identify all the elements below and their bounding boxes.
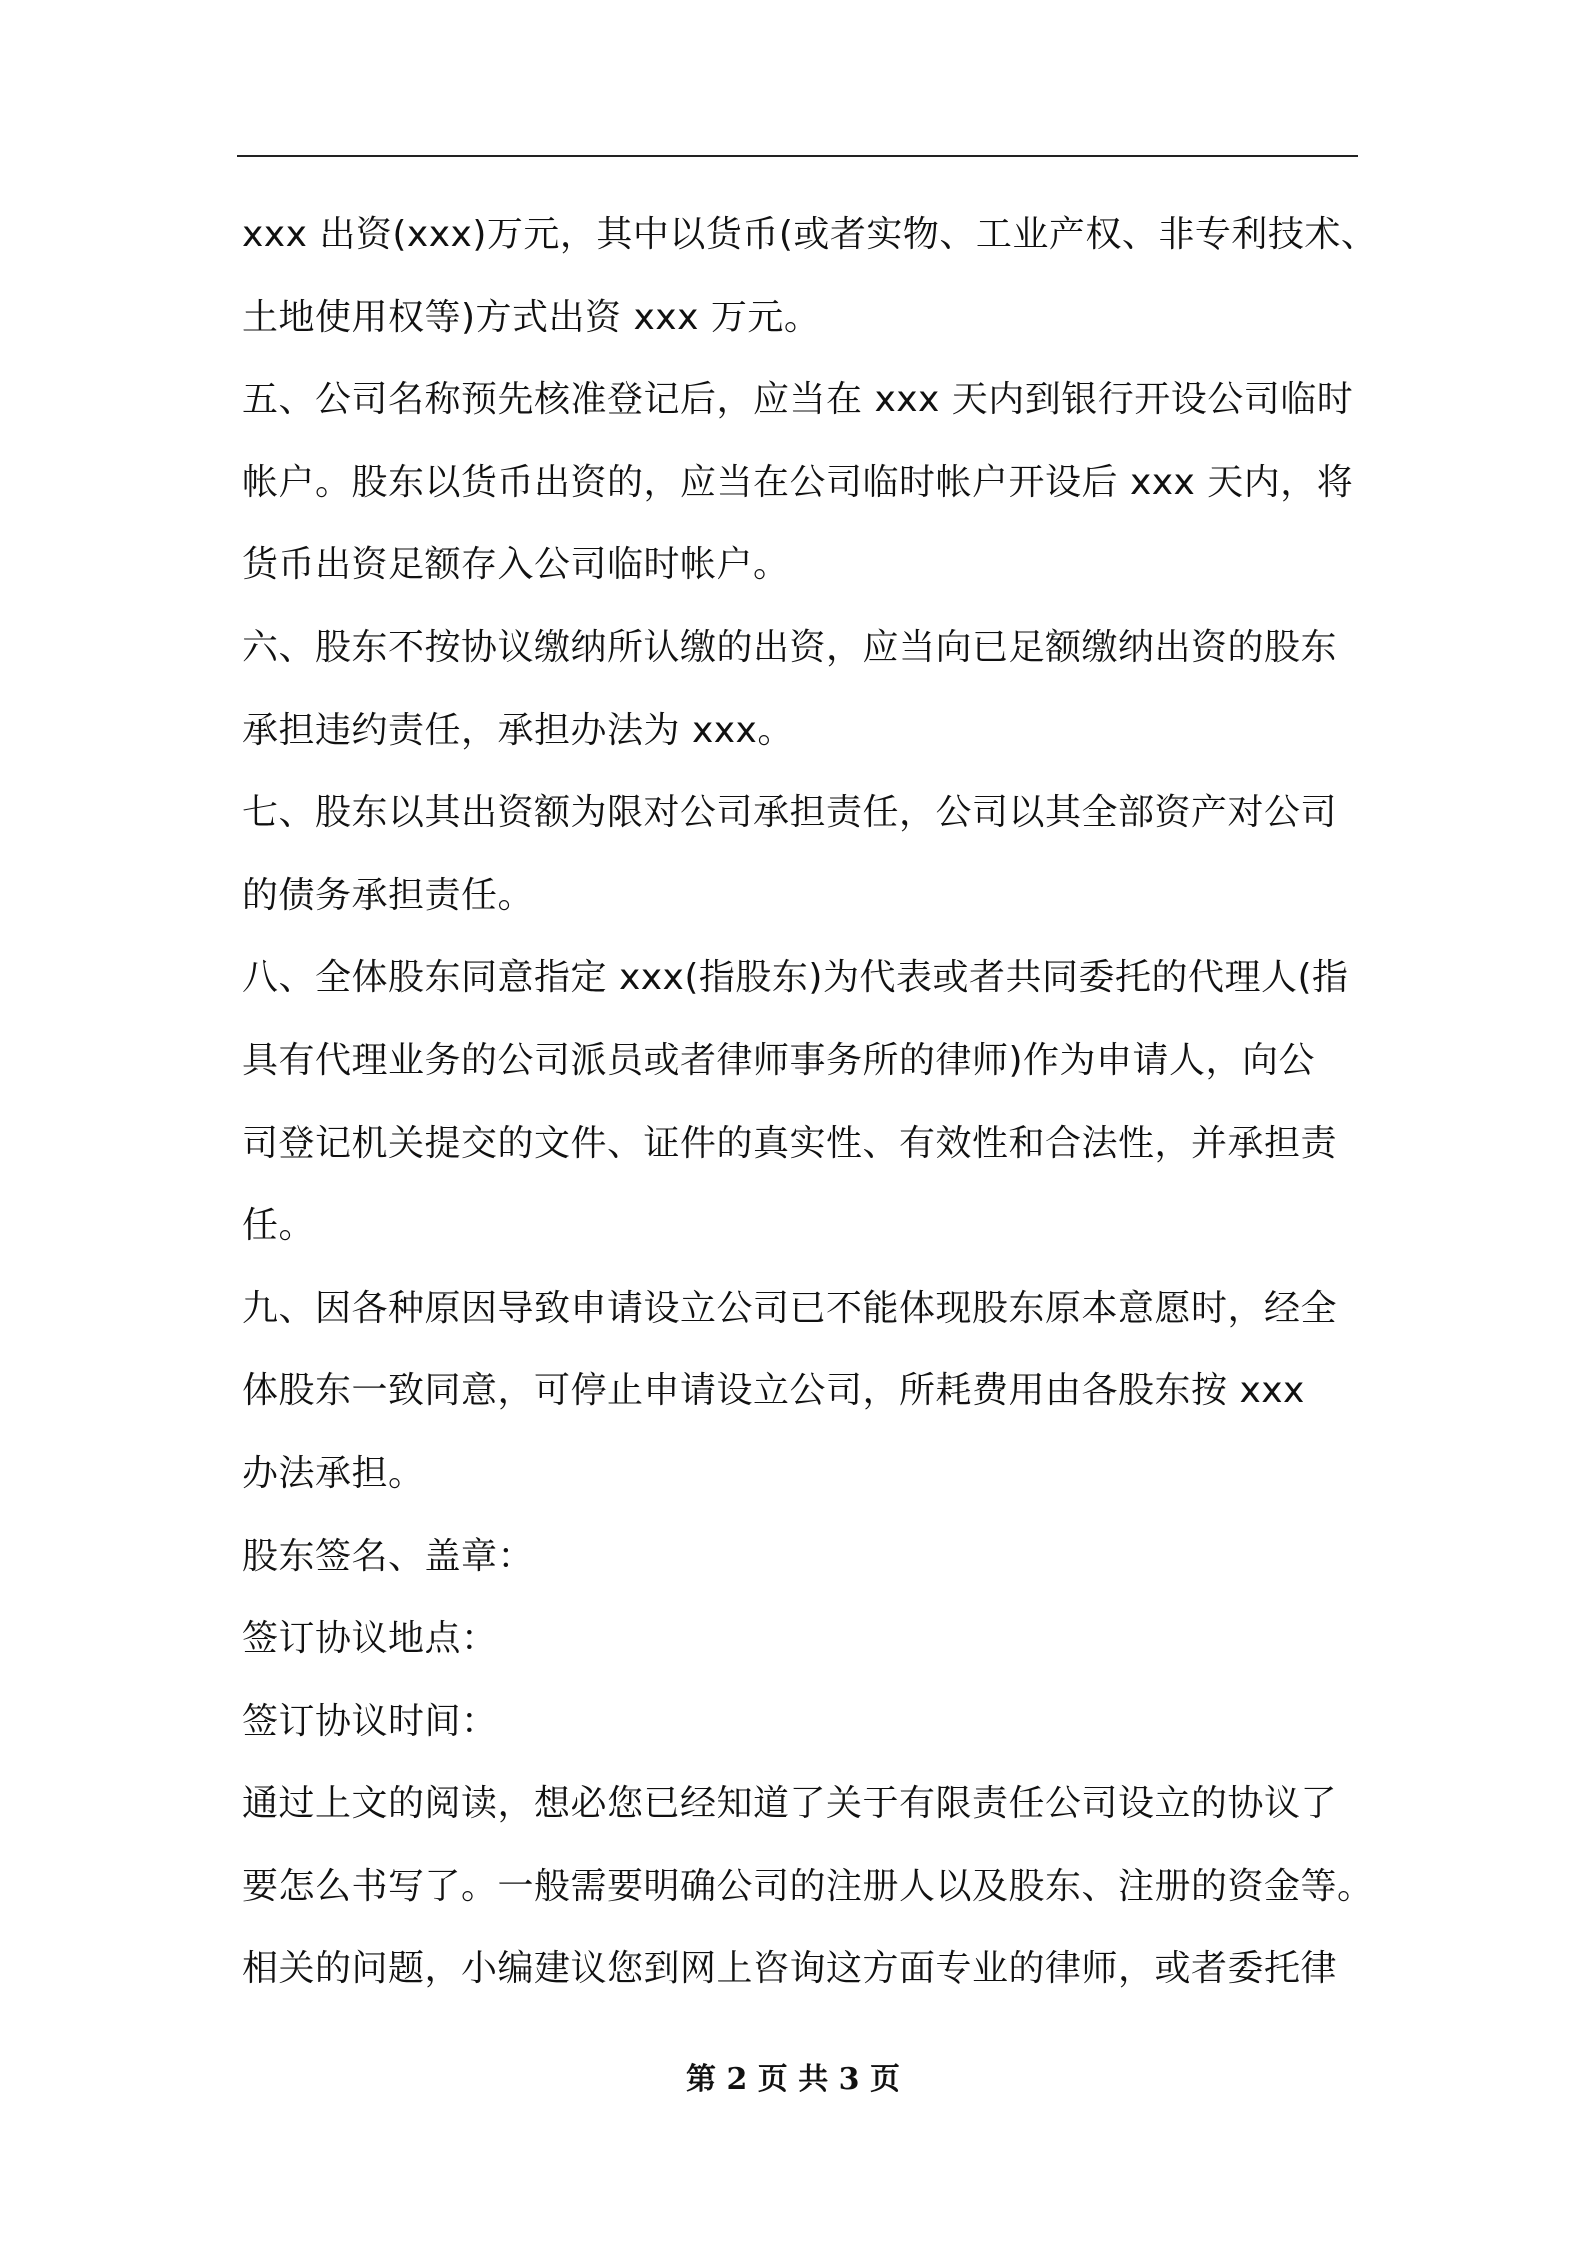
body-line: xxx 出资(xxx)万元，其中以货币(或者实物、工业产权、非专利技术、 — [242, 214, 1378, 255]
body-line: 体股东一致同意，可停止申请设立公司，所耗费用由各股东按 xxx — [242, 1370, 1305, 1412]
body-line: 任。 — [242, 1205, 316, 1247]
clause-5-line: 五、公司名称预先核准登记后，应当在 xxx 天内到银行开设公司临时 — [242, 379, 1354, 421]
header-rule — [237, 155, 1358, 157]
page-number-footer: 第 2 页 共 3 页 — [686, 2062, 900, 2097]
body-line: 承担违约责任，承担办法为 xxx。 — [242, 709, 794, 751]
closing-paragraph-line: 通过上文的阅读，想必您已经知道了关于有限责任公司设立的协议了 — [242, 1783, 1338, 1825]
clause-6-line: 六、股东不按协议缴纳所认缴的出资，应当向已足额缴纳出资的股东 — [242, 626, 1338, 668]
clause-8-line: 八、全体股东同意指定 xxx(指股东)为代表或者共同委托的代理人(指 — [242, 957, 1349, 999]
body-line: 具有代理业务的公司派员或者律师事务所的律师)作为申请人，向公 — [242, 1039, 1316, 1081]
body-line: 帐户。股东以货币出资的，应当在公司临时帐户开设后 xxx 天内，将 — [242, 461, 1354, 503]
clause-9-line: 九、因各种原因导致申请设立公司已不能体现股东原本意愿时，经全 — [242, 1287, 1338, 1329]
clause-7-line: 七、股东以其出资额为限对公司承担责任，公司以其全部资产对公司 — [242, 792, 1338, 834]
signing-time-label: 签订协议时间： — [242, 1700, 498, 1742]
body-line: 办法承担。 — [242, 1452, 425, 1494]
document-body — [242, 205, 1378, 2022]
body-line: 土地使用权等)方式出资 xxx 万元。 — [242, 296, 821, 338]
closing-paragraph-line: 相关的问题，小编建议您到网上咨询这方面专业的律师，或者委托律 — [242, 1948, 1338, 1990]
signing-location-label: 签订协议地点： — [242, 1618, 498, 1660]
body-line: 司登记机关提交的文件、证件的真实性、有效性和合法性，并承担责 — [242, 1122, 1338, 1164]
closing-paragraph-line: 要怎么书写了。一般需要明确公司的注册人以及股东、注册的资金等。 — [242, 1865, 1374, 1907]
body-line: 货币出资足额存入公司临时帐户。 — [242, 544, 790, 586]
signature-field-label: 股东签名、盖章： — [242, 1535, 535, 1577]
body-line: 的债务承担责任。 — [242, 874, 535, 916]
